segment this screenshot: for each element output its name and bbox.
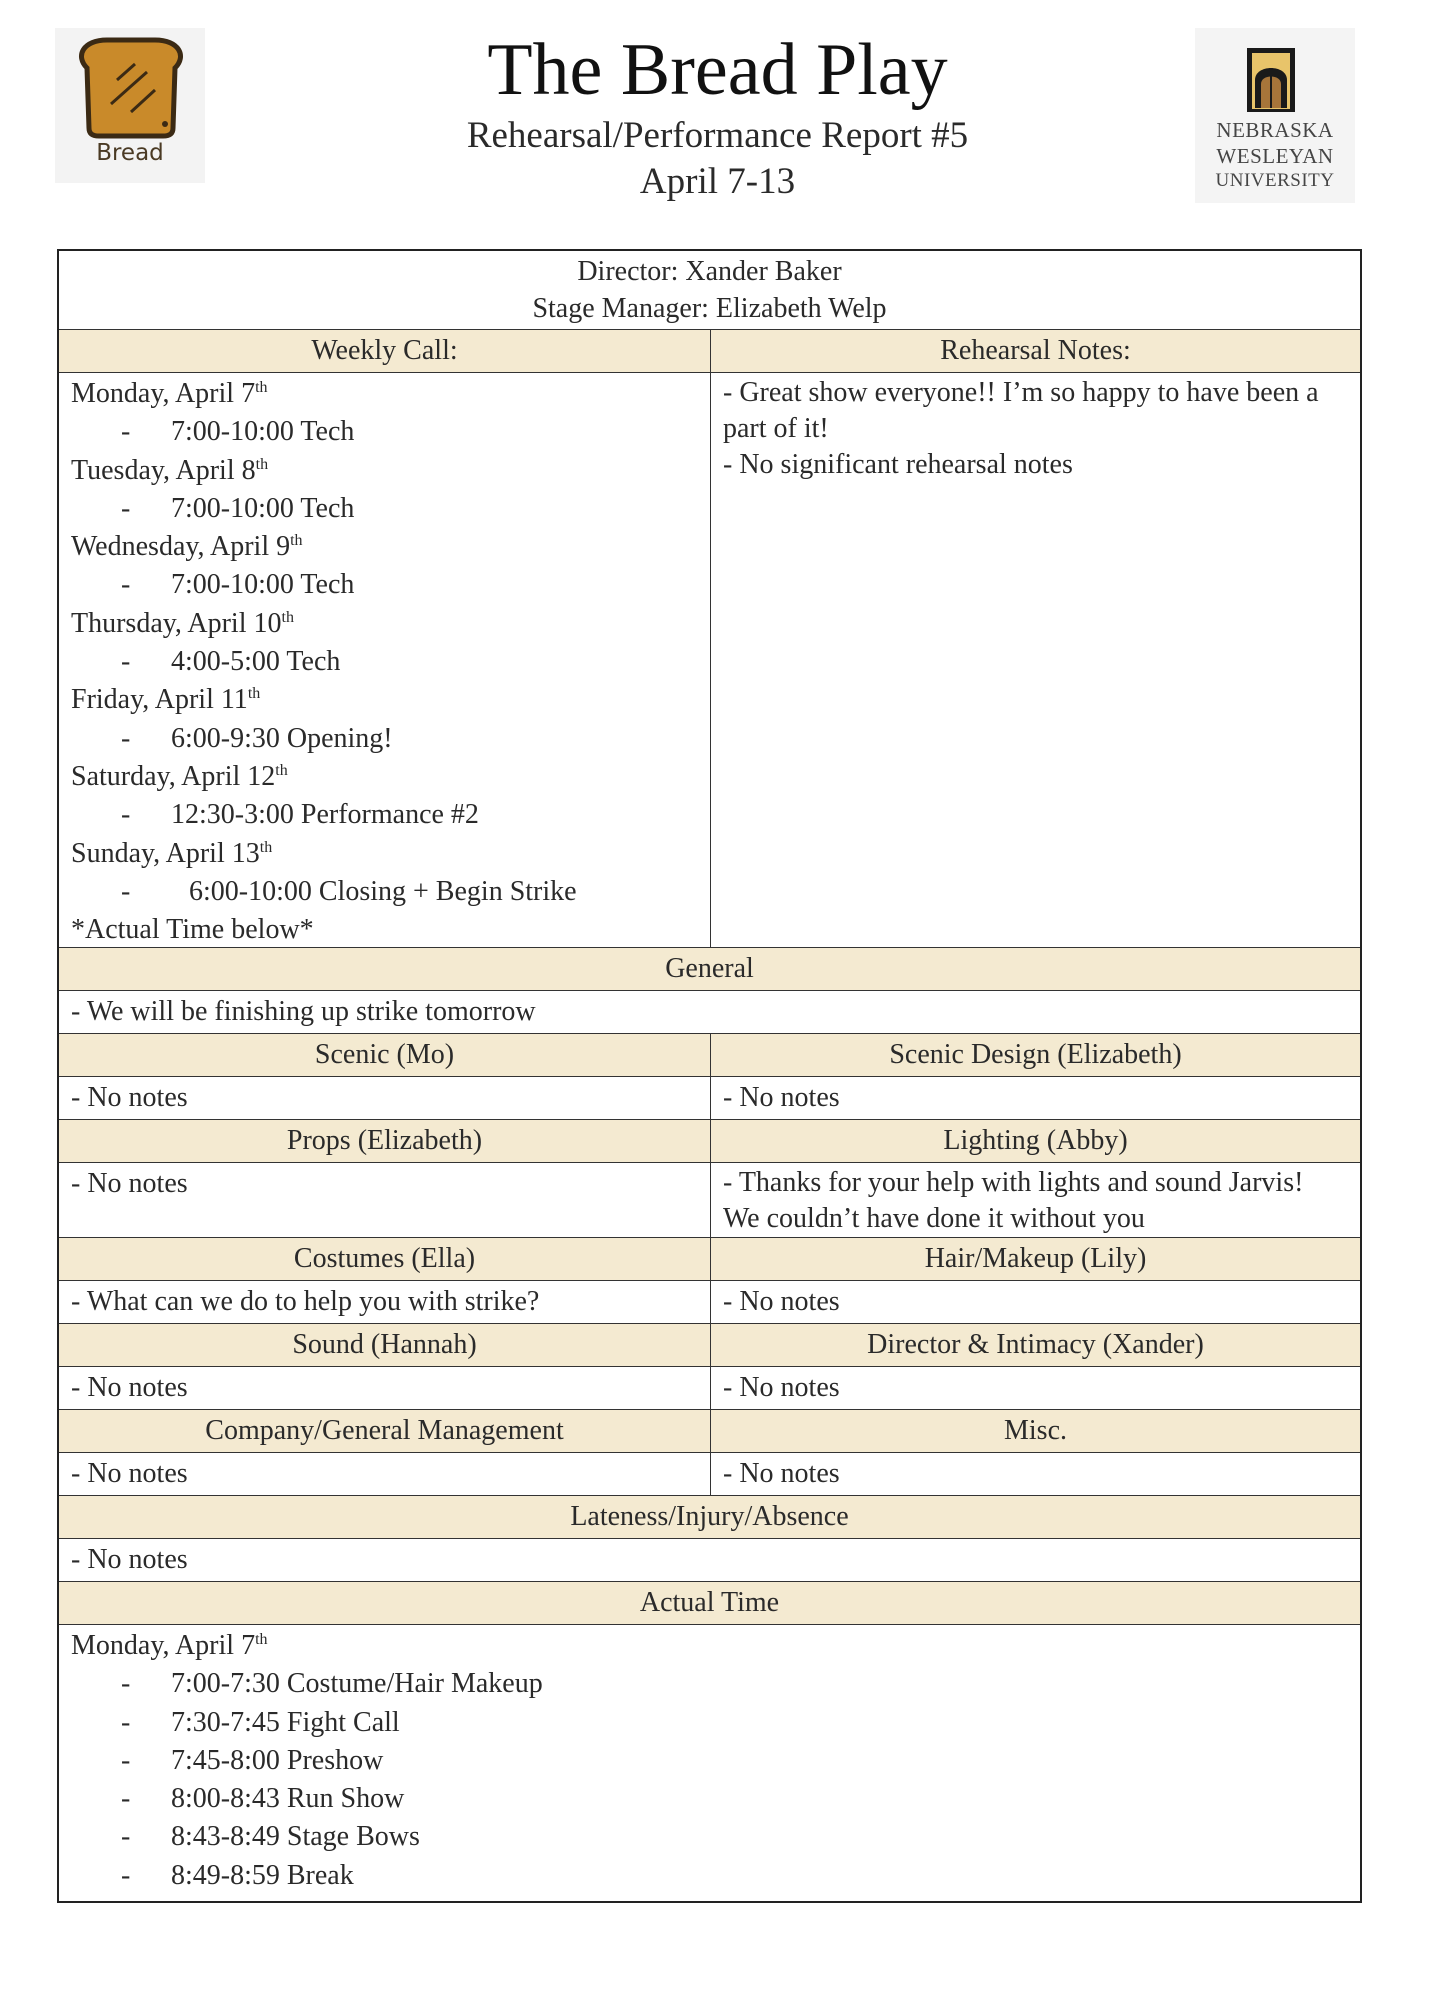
weekly-call-header: Weekly Call:: [59, 329, 710, 372]
note-line: - No significant rehearsal notes: [723, 449, 1073, 480]
company-management-header: Company/General Management: [59, 1409, 710, 1452]
sound-header: Sound (Hannah): [59, 1323, 710, 1366]
lighting-note: - Thanks for your help with lights and sound Jarvis! We couldn’t have done it without you: [710, 1162, 1360, 1237]
actual-item: - 8:49-8:59 Break: [121, 1859, 354, 1891]
scenic-design-header: Scenic Design (Elizabeth): [710, 1033, 1360, 1076]
actual-time-body: [59, 1624, 1360, 1901]
staff-row: [59, 251, 1360, 329]
schedule-item: - 4:00-5:00 Tech: [121, 646, 341, 678]
costumes-note: - What can we do to help you with strike?: [59, 1280, 710, 1323]
general-note: - We will be finishing up strike tomorrow: [59, 990, 1360, 1033]
actual-item: - 7:45-8:00 Preshow: [121, 1744, 384, 1776]
schedule-item: - 12:30-3:00 Performance #2: [121, 799, 479, 831]
props-note: - No notes: [59, 1162, 710, 1237]
actual-item: - 8:43-8:49 Stage Bows: [121, 1821, 420, 1853]
hair-makeup-note: - No notes: [710, 1280, 1360, 1323]
schedule-day: Tuesday, April 8th: [71, 454, 269, 486]
page-title: The Bread Play: [487, 29, 948, 111]
logo-line-2: WESLEYAN: [1216, 144, 1334, 168]
lateness-note: - No notes: [59, 1538, 1360, 1581]
logo-line-1: NEBRASKA: [1216, 118, 1334, 142]
scenic-design-note: - No notes: [710, 1076, 1360, 1119]
actual-time-header: Actual Time: [59, 1581, 1360, 1624]
actual-item: - 7:30-7:45 Fight Call: [121, 1706, 400, 1738]
scenic-note: - No notes: [59, 1076, 710, 1119]
costumes-header: Costumes (Ella): [59, 1237, 710, 1280]
schedule-day: Thursday, April 10th: [71, 607, 294, 639]
sound-note: - No notes: [59, 1366, 710, 1409]
rehearsal-notes-body: [710, 372, 1360, 947]
misc-header: Misc.: [710, 1409, 1360, 1452]
schedule-day: Monday, April 7th: [71, 378, 268, 409]
general-header: General: [59, 947, 1360, 990]
rehearsal-notes-header: Rehearsal Notes:: [710, 329, 1360, 372]
lighting-header: Lighting (Abby): [710, 1119, 1360, 1162]
hair-makeup-header: Hair/Makeup (Lily): [710, 1237, 1360, 1280]
report-dates: April 7-13: [639, 161, 796, 202]
actual-item: - 8:00-8:43 Run Show: [121, 1783, 405, 1815]
schedule-item: - 6:00-10:00 Closing + Begin Strike: [121, 875, 577, 907]
director-line: Director: Xander Baker: [577, 256, 842, 287]
arch-icon: [1195, 28, 1355, 118]
director-intimacy-note: - No notes: [710, 1366, 1360, 1409]
lateness-header: Lateness/Injury/Absence: [59, 1495, 1360, 1538]
note-line: part of it!: [723, 413, 829, 444]
report-subtitle: Rehearsal/Performance Report #5: [466, 115, 969, 156]
actual-item: - 7:00-7:30 Costume/Hair Makeup: [121, 1668, 543, 1700]
actual-day: Monday, April 7th: [71, 1630, 268, 1661]
schedule-item: - 7:00-10:00 Tech: [121, 416, 355, 448]
schedule-footer: *Actual Time below*: [71, 914, 314, 946]
schedule-day: Sunday, April 13th: [71, 837, 273, 869]
report-table: [57, 249, 1362, 1903]
weekly-call-schedule: [59, 372, 710, 947]
schedule-item: - 7:00-10:00 Tech: [121, 492, 355, 524]
note-line: - Great show everyone!! I’m so happy to have been a: [723, 377, 1319, 408]
logo-line-3: UNIVERSITY: [1215, 170, 1335, 191]
director-intimacy-header: Director & Intimacy (Xander): [710, 1323, 1360, 1366]
company-management-note: - No notes: [59, 1452, 710, 1495]
schedule-day: Friday, April 11th: [71, 684, 261, 716]
stage-manager-line: Stage Manager: Elizabeth Welp: [532, 293, 887, 324]
report-header: [0, 0, 1435, 250]
schedule-item: - 6:00-9:30 Opening!: [121, 722, 393, 754]
props-header: Props (Elizabeth): [59, 1119, 710, 1162]
schedule-item: - 7:00-10:00 Tech: [121, 569, 355, 601]
scenic-header: Scenic (Mo): [59, 1033, 710, 1076]
misc-note: - No notes: [710, 1452, 1360, 1495]
bread-logo-text: Bread: [96, 140, 164, 166]
schedule-day: Saturday, April 12th: [71, 760, 288, 792]
university-logo: [1195, 28, 1355, 203]
schedule-day: Wednesday, April 9th: [71, 531, 303, 563]
